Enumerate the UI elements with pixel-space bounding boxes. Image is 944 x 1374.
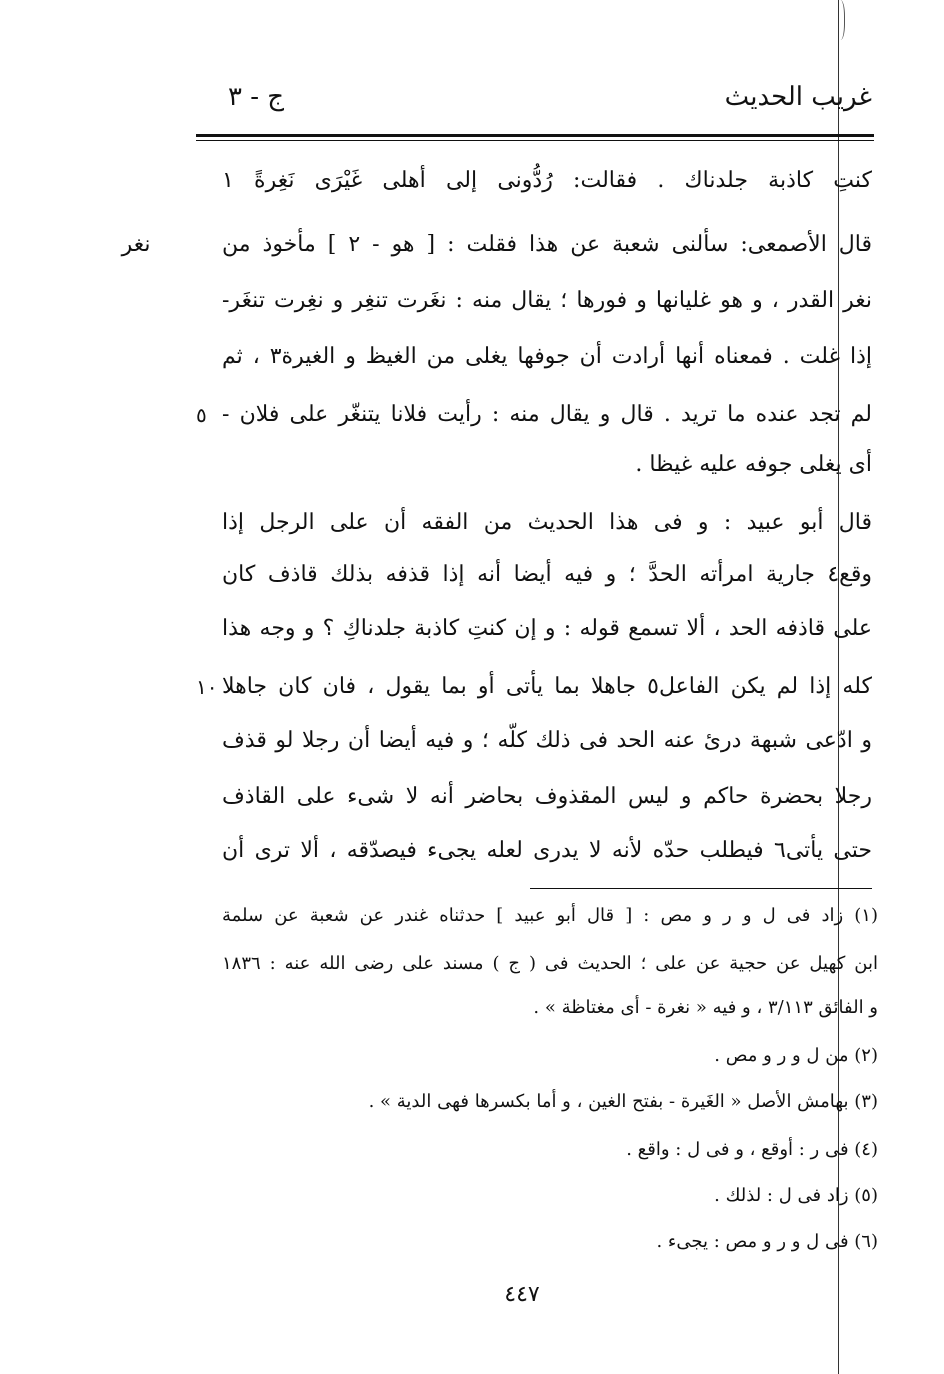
footnote-line: و الفائق ٣/١١٣ ، و فيه « نغرة - أى مغتاظة » . (533, 997, 878, 1018)
footnote-line: ابن كهيل عن حجية عن على ؛ الحديث فى ( ج ) مسند على رضى الله عنه : ١٨٣٦ (222, 953, 878, 974)
body-line: لم تجد عنده ما تريد . قال و يقال منه : رأيت فلانا يتنغّر على فلان - (222, 402, 872, 427)
body-line: إذا غلت . فمعناه أنها أرادت أن جوفها يغلى من الغيظ و الغيرة٣ ، ثم (222, 344, 872, 369)
body-line: كنتِ كاذبة جلدناك . فقالت: رُدُّونى إلى أهلى غَيْرَى نَغِرةً ١ (222, 168, 872, 193)
body-line: و ادّعى شبهة درئ عنه الحد فى ذلك كلّه ؛ و فيه أيضا أن رجلا لو قذف (222, 728, 872, 753)
header-rule-thin (196, 140, 874, 141)
body-line: قال أبو عبيد : و فى هذا الحديث من الفقه أن على الرجل إذا (222, 510, 872, 535)
footnote-line: (٢) من ل و ر و مص . (714, 1045, 878, 1066)
body-line: كله إذا لم يكن الفاعل٥ جاهلا بما يأتى أو بما يقول ، فان كان جاهلا (222, 674, 872, 699)
running-head (200, 82, 872, 122)
body-line: قال الأصمعى: سألنى شعبة عن هذا فقلت : [ هو - ٢ ] مأخوذ من (222, 232, 872, 257)
body-line: أى يغلى جوفه عليه غيظا . (635, 452, 872, 477)
margin-keyword: نغر (121, 232, 151, 257)
header-rule-thick (196, 134, 874, 137)
footnote-line: (١) زاد فى ل و ر و مص : [ قال أبو عبيد ] حدثناه غندر عن شعبة عن سلمة (222, 905, 878, 926)
running-head-part: ج - ٣ (228, 82, 285, 112)
body-line: نغر القدر ، و هو غليانها و فورها ؛ يقال منه : نغَرت تنغِر و نغِرت تنغَر- (222, 288, 872, 313)
footnote-rule (530, 888, 872, 889)
body-line: على قاذفه الحد ، ألا تسمع قوله : و إن كنتِ كاذبة جلدناكِ ؟ و وجه هذا (222, 616, 872, 641)
margin-line-number-5: ٥ (196, 403, 207, 427)
footnote-line: (٣) بهامش الأصل « الغَيرة - بفتح الغين ، و أما بكسرها فهى الدية » . (368, 1091, 878, 1112)
running-head-title: غريب الحديث (724, 82, 872, 112)
body-line: حتى يأتى٦ فيطلب حدّه لأنه لا يدرى لعله يجىء فيصدّقه ، ألا ترى أن (222, 838, 872, 863)
body-line: رجلا بحضرة حاكم و ليس المقذوف بحاضر أنه لا شىء على القاذف (222, 784, 872, 809)
footnote-line: (٥) زاد فى ل : لذلك . (714, 1185, 878, 1206)
binding-curl (834, 0, 845, 40)
footnote-line: (٦) فى ل و ر و مص : يجىء . (656, 1231, 878, 1252)
page-number: ٤٤٧ (504, 1282, 540, 1307)
margin-line-number-10: ١٠ (196, 675, 218, 699)
body-line: وقع٤ جارية امرأته الحدَّ ؛ و فيه أيضا أنه إذا قذفه بذلك قاذف كان (222, 562, 872, 587)
footnote-line: (٤) فى ر : أوقع ، و فى ل : واقع . (626, 1139, 878, 1160)
